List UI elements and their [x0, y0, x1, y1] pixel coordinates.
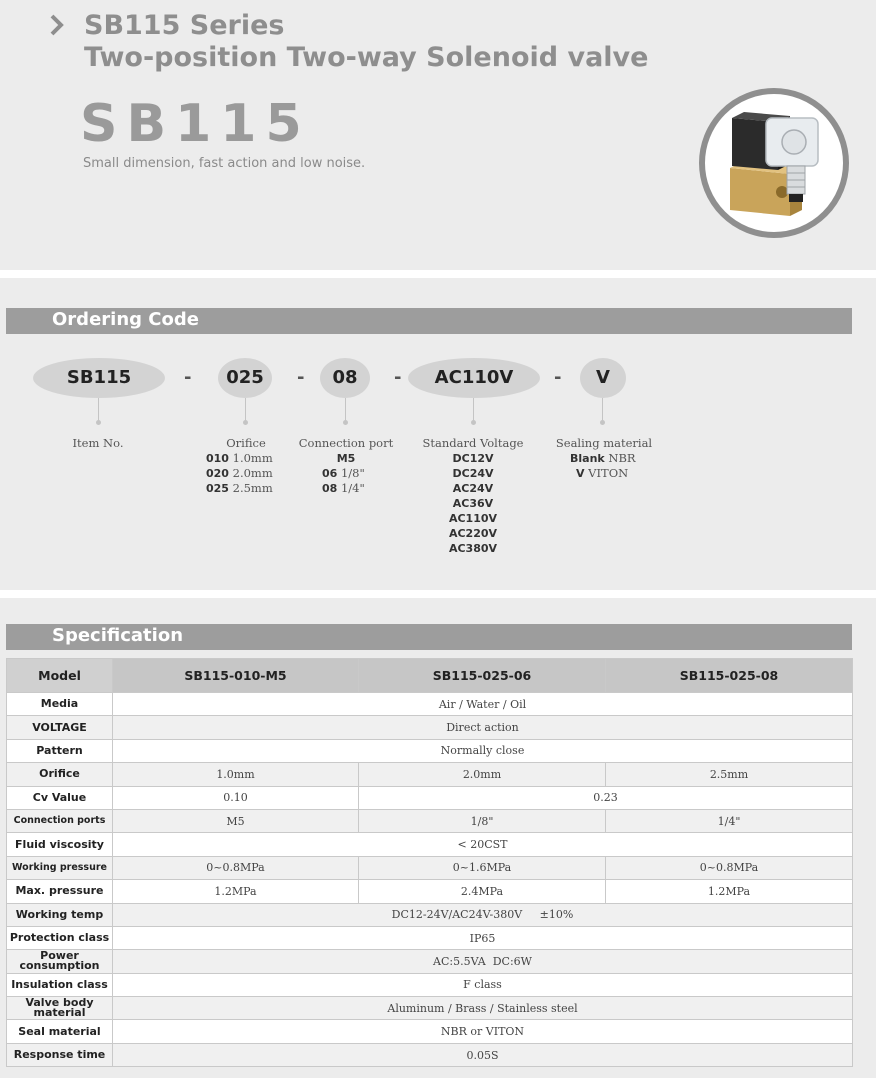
- orifice-label: Orifice: [226, 436, 266, 450]
- series-title: SB115 Series: [84, 10, 285, 41]
- table-row: [7, 716, 853, 739]
- port-m5: M5: [336, 452, 356, 465]
- row-value: DC12-24V/AC24V-380V ±10%: [113, 903, 853, 926]
- port-desc: 1/4": [340, 481, 365, 495]
- port-info: [296, 436, 396, 496]
- row-value: Aluminum / Brass / Stainless steel: [113, 997, 853, 1020]
- row-label: Max. pressure: [7, 880, 113, 903]
- row-label: Pattern: [7, 739, 113, 762]
- row-value: 2.4MPa: [359, 880, 606, 903]
- row-label: Seal material: [7, 1020, 113, 1043]
- row-label: Power consumption: [7, 950, 113, 973]
- ordering-code-title: Ordering Code: [52, 309, 199, 330]
- voltage-option: DC12V: [452, 452, 494, 465]
- specification-panel: [0, 598, 876, 1078]
- orifice-desc: 2.0mm: [232, 466, 273, 480]
- table-row: [7, 833, 853, 856]
- port-desc: 1/8": [340, 466, 365, 480]
- code-seal: V: [580, 358, 626, 398]
- series-subtitle: Two-position Two-way Solenoid valve: [84, 42, 649, 73]
- orifice-desc: 1.0mm: [232, 451, 273, 465]
- table-row: [7, 1020, 853, 1043]
- row-value: 0.05S: [113, 1043, 853, 1066]
- item-no-info: [60, 436, 136, 451]
- sealing-desc: VITON: [588, 466, 629, 480]
- connector-line: [473, 398, 474, 422]
- sealing-info: [552, 436, 656, 481]
- table-row: [7, 763, 853, 786]
- voltage-info: [418, 436, 528, 556]
- table-row: [7, 973, 853, 996]
- voltage-option: AC36V: [452, 497, 494, 510]
- orifice-desc: 2.5mm: [232, 481, 273, 495]
- model-name: SB115: [80, 94, 311, 154]
- row-value: 1.2MPa: [113, 880, 359, 903]
- header-cell: SB115-010-M5: [113, 659, 359, 693]
- code-dash: -: [554, 367, 562, 388]
- connector-line: [345, 398, 346, 422]
- code-item: SB115: [33, 358, 165, 398]
- row-value: 1.2MPa: [606, 880, 853, 903]
- code-orifice: 025: [218, 358, 272, 398]
- port-label: Connection port: [298, 436, 394, 450]
- code-dash: -: [184, 367, 192, 388]
- table-row: [7, 880, 853, 903]
- sealing-code: V: [576, 467, 585, 480]
- row-label: VOLTAGE: [7, 716, 113, 739]
- row-value: AC:5.5VA DC:6W: [113, 950, 853, 973]
- table-row: [7, 926, 853, 949]
- port-code: 08: [322, 482, 338, 495]
- sealing-desc: NBR: [608, 451, 636, 465]
- ordering-code-bar: [6, 308, 852, 334]
- code-dash: -: [297, 367, 305, 388]
- row-label: Valve body material: [7, 997, 113, 1020]
- row-label: Connection ports: [7, 809, 113, 832]
- row-label: Response time: [7, 1043, 113, 1066]
- code-dash: -: [394, 367, 402, 388]
- row-value: Direct action: [113, 716, 853, 739]
- specification-bar: [6, 624, 852, 650]
- orifice-code: 025: [206, 482, 229, 495]
- row-value: 0~0.8MPa: [113, 856, 359, 879]
- sealing-code: Blank: [570, 452, 605, 465]
- connector-line: [245, 398, 246, 422]
- table-row: [7, 693, 853, 716]
- connector-line: [98, 398, 99, 422]
- table-header-row: [7, 659, 853, 693]
- code-port: 08: [320, 358, 370, 398]
- orifice-code: 010: [206, 452, 229, 465]
- header-model: Model: [7, 659, 113, 693]
- item-no-label: Item No.: [72, 436, 124, 450]
- connector-line: [602, 398, 603, 422]
- row-value: Normally close: [113, 739, 853, 762]
- row-value: Air / Water / Oil: [113, 693, 853, 716]
- specification-title: Specification: [52, 625, 184, 646]
- row-value: 1/4": [606, 809, 853, 832]
- orifice-info: [206, 436, 286, 496]
- table-row: [7, 809, 853, 832]
- table-row: [7, 739, 853, 762]
- header-cell: SB115-025-06: [359, 659, 606, 693]
- header-panel: [0, 0, 876, 270]
- sealing-label: Sealing material: [555, 436, 653, 450]
- voltage-option: DC24V: [452, 467, 494, 480]
- row-label: Fluid viscosity: [7, 833, 113, 856]
- row-value: M5: [113, 809, 359, 832]
- row-label: Cv Value: [7, 786, 113, 809]
- table-row: [7, 997, 853, 1020]
- row-label: Orifice: [7, 763, 113, 786]
- code-voltage: AC110V: [408, 358, 540, 398]
- row-label: Working temp: [7, 903, 113, 926]
- voltage-option: AC380V: [448, 542, 498, 555]
- port-code: 06: [322, 467, 338, 480]
- chevron-right-icon: [50, 14, 64, 36]
- table-row: [7, 786, 853, 809]
- ordering-code-panel: [0, 278, 876, 590]
- orifice-code: 020: [206, 467, 229, 480]
- table-row: [7, 903, 853, 926]
- row-value: 0~1.6MPa: [359, 856, 606, 879]
- voltage-option: AC220V: [448, 527, 498, 540]
- voltage-option: AC24V: [452, 482, 494, 495]
- row-label: Media: [7, 693, 113, 716]
- voltage-option: AC110V: [448, 512, 498, 525]
- row-value: 1/8": [359, 809, 606, 832]
- row-value: NBR or VITON: [113, 1020, 853, 1043]
- row-value: 2.5mm: [606, 763, 853, 786]
- row-value: F class: [113, 973, 853, 996]
- specification-table: [6, 658, 853, 1067]
- header-cell: SB115-025-08: [606, 659, 853, 693]
- row-label: Insulation class: [7, 973, 113, 996]
- tagline: Small dimension, fast action and low noise.: [83, 156, 366, 171]
- row-value: 1.0mm: [113, 763, 359, 786]
- table-row: [7, 1043, 853, 1066]
- table-row: [7, 950, 853, 973]
- row-value: IP65: [113, 926, 853, 949]
- row-value: 0.23: [359, 786, 853, 809]
- row-value: 0.10: [113, 786, 359, 809]
- row-label: Protection class: [7, 926, 113, 949]
- table-row: [7, 856, 853, 879]
- row-value: 2.0mm: [359, 763, 606, 786]
- row-value: 0~0.8MPa: [606, 856, 853, 879]
- row-label: Working pressure: [7, 856, 113, 879]
- voltage-label: Standard Voltage: [422, 436, 524, 450]
- solenoid-valve-photo: [690, 88, 852, 238]
- row-value: < 20CST: [113, 833, 853, 856]
